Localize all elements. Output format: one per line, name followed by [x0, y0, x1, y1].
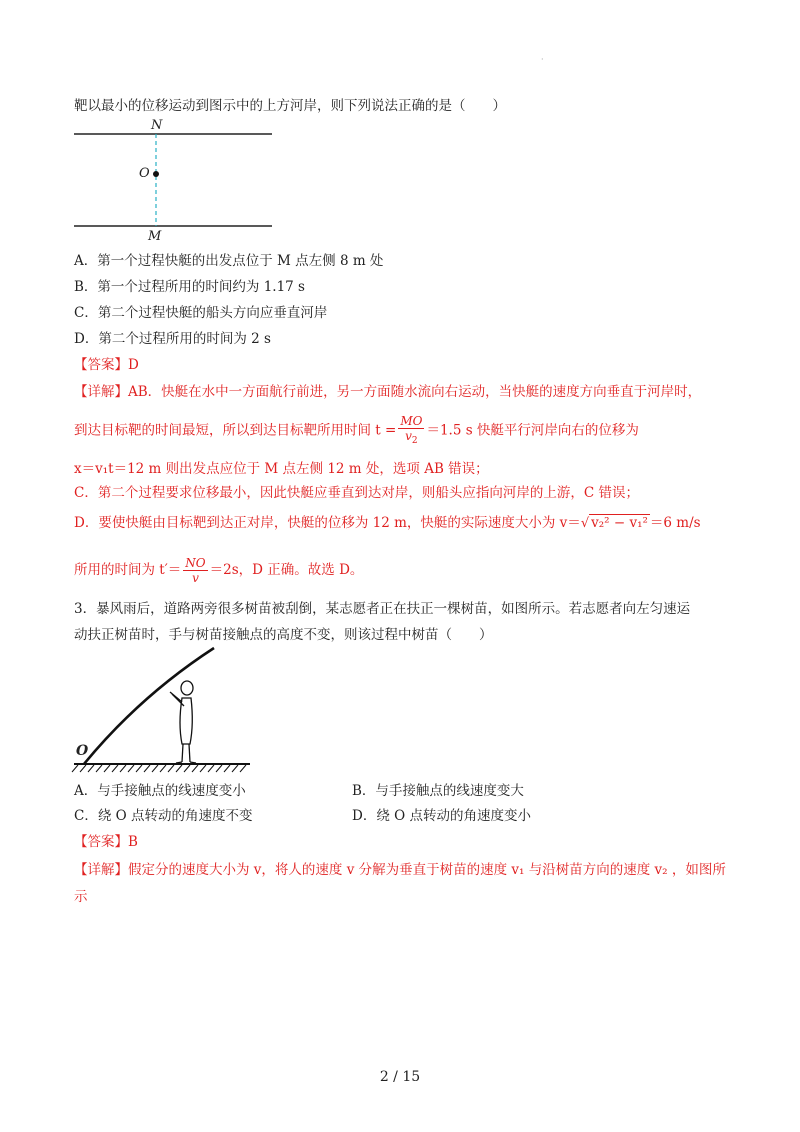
q2-detail-4: C．第二个过程要求位移最小，因此快艇应垂直到达对岸，则船头应指向河岸的上游，C 错误；: [74, 485, 639, 501]
label-o-tree: O: [76, 743, 89, 759]
q2-fraction-mo-v2: [398, 414, 424, 448]
sqrt-expression: v₂² − v₁²: [591, 515, 648, 531]
fraction-numerator: MO: [400, 414, 423, 428]
tree-figure: [70, 644, 260, 774]
q3-detail-1: 【详解】假定分的速度大小为 v，将人的速度 v 分解为垂直于树苗的速度 v₁ 与沿树苗方向的速度 v₂ ，如图所: [74, 862, 726, 878]
header-dots: ·: [541, 55, 544, 64]
q2-option-d: D．第二个过程所用的时间为 2 s: [74, 331, 271, 347]
tree-sapling: [84, 648, 214, 764]
q2-detail-6-text-b: ＝2s，D 正确。故选 D。: [209, 562, 364, 578]
point-o: [153, 171, 159, 177]
q3-detail-2: 示: [74, 889, 88, 905]
river-figure: [70, 118, 280, 246]
q2-stem: 靶以最小的位移运动到图示中的上方河岸，则下列说法正确的是（ ）: [74, 98, 506, 114]
q3-answer: 【答案】B: [74, 834, 138, 850]
q2-option-a: A．第一个过程快艇的出发点位于 M 点左侧 8 m 处: [74, 253, 384, 269]
q2-fraction-no-v: [183, 556, 207, 585]
q2-detail-2-text-a: 到达目标靶的时间最短，所以到达目标靶所用时间 t =: [74, 422, 397, 439]
fraction-denominator: v: [192, 571, 199, 585]
q3-stem-1: 3．暴风雨后，道路两旁很多树苗被刮倒，某志愿者正在扶正一棵树苗，如图所示。若志愿者向左匀速运: [74, 601, 691, 617]
q2-detail-1: 【详解】AB．快艇在水中一方面航行前进，另一方面随水流向右运动，当快艇的速度方向垂直于河岸时，: [74, 384, 702, 400]
q3-option-b: B．与手接触点的线速度变大: [352, 783, 524, 799]
q2-option-c: C．第二个过程快艇的船头方向应垂直河岸: [74, 305, 328, 321]
fraction-denominator: $v_2$: [405, 429, 418, 446]
q3-option-a: A．与手接触点的线速度变小: [74, 783, 246, 799]
q2-detail-2: [74, 414, 639, 448]
label-o: O: [139, 166, 150, 181]
q2-detail-5: D．要使快艇由目标靶到达正对岸，快艇的位移为 12 m，快艇的实际速度大小为 v＝√ v₂² − v₁² ＝6 m/s: [74, 515, 701, 531]
q3-option-c: C．绕 O 点转动的角速度不变: [74, 808, 253, 824]
q3-stem-2: 动扶正树苗时，手与树苗接触点的高度不变，则该过程中树苗（ ）: [74, 627, 493, 643]
q2-detail-6-text-a: 所用的时间为 t′＝: [74, 562, 182, 578]
volunteer-figure: [170, 681, 196, 763]
q2-detail-2-text-b: ＝1.5 s 快艇平行河岸向右的位移为: [426, 422, 639, 439]
page-number: 2 / 15: [379, 1069, 421, 1085]
label-m: M: [148, 229, 162, 244]
q2-detail-6: [74, 556, 363, 585]
fraction-numerator: NO: [185, 556, 206, 570]
q2-answer: 【答案】D: [74, 357, 139, 373]
q2-detail-5-text-b: ＝6 m/s: [649, 515, 701, 531]
q3-option-d: D．绕 O 点转动的角速度变小: [352, 808, 531, 824]
q2-option-b: B．第一个过程所用的时间约为 1.17 s: [74, 279, 305, 295]
q2-detail-3: x＝v₁t＝12 m 则出发点应位于 M 点左侧 12 m 处，选项 AB 错误；: [74, 461, 489, 477]
label-n: N: [151, 118, 163, 133]
q2-detail-5-text-a: D．要使快艇由目标靶到达正对岸，快艇的位移为 12 m，快艇的实际速度大小为 v＝: [74, 515, 581, 531]
